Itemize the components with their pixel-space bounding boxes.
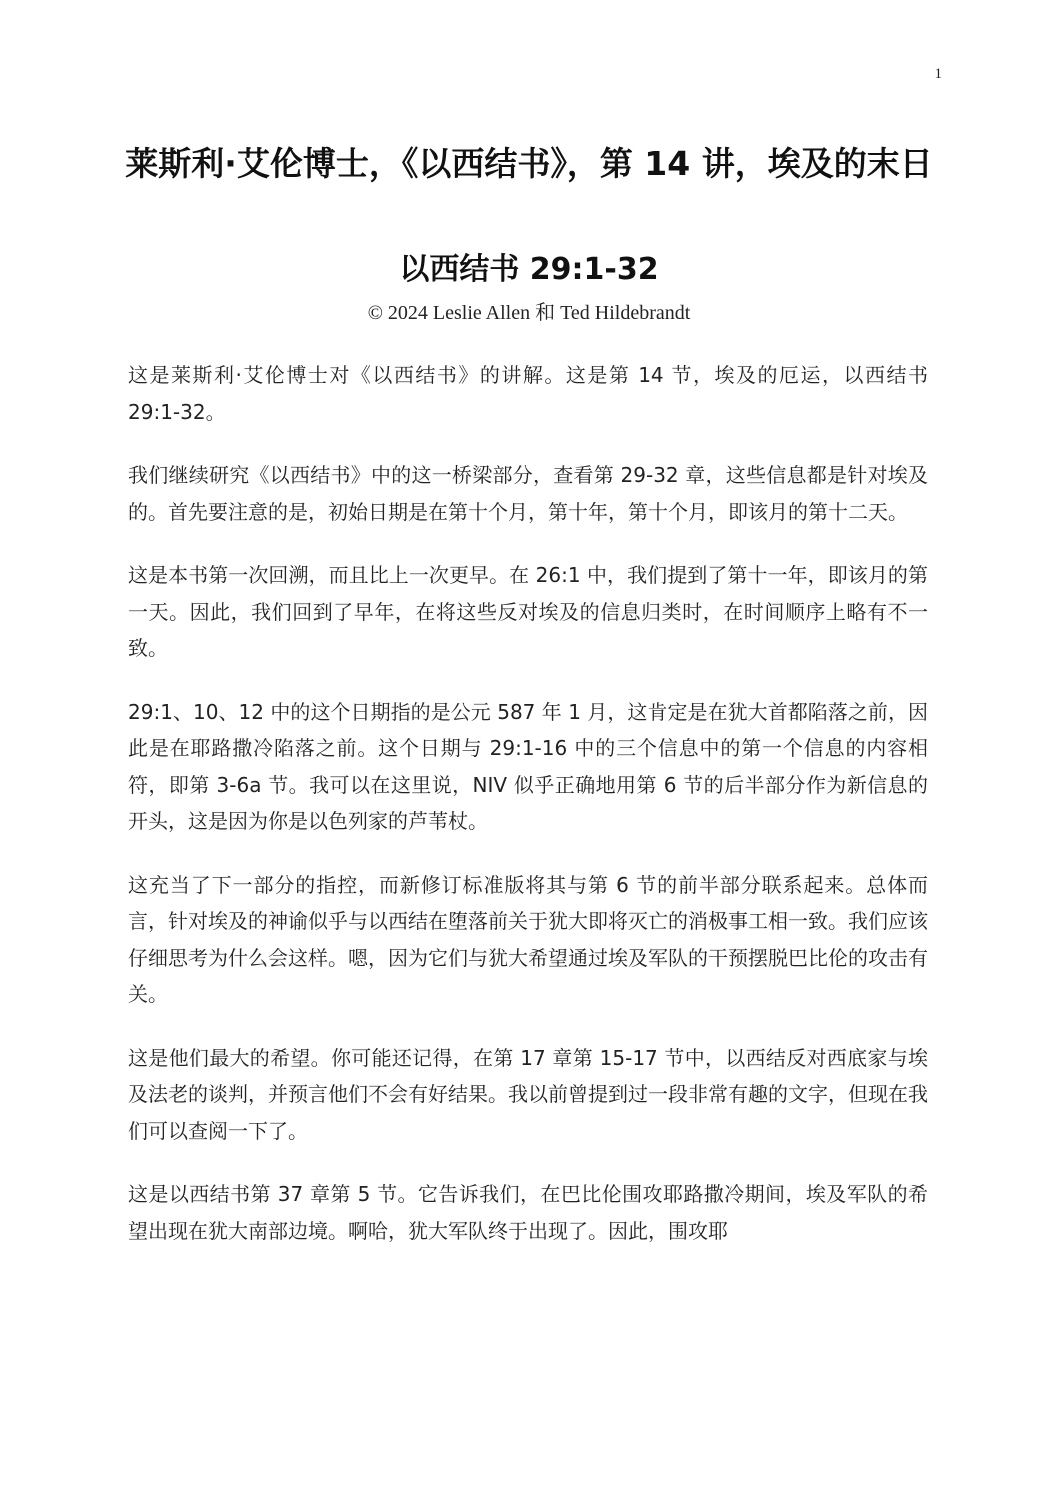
body-paragraph: 这是本书第一次回溯，而且比上一次更早。在 26:1 中，我们提到了第十一年，即该月的第一天。因此，我们回到了早年，在将这些反对埃及的信息归类时，在时间顺序上略有不一致。	[128, 563, 928, 660]
body-paragraph: 这是他们最大的希望。你可能还记得，在第 17 章第 15-17 节中，以西结反对西底家与埃及法老的谈判，并预言他们不会有好结果。我以前曾提到过一段非常有趣的文字，但现在我们可以查阅一下了。	[128, 1045, 928, 1143]
page-number: 1	[934, 66, 942, 82]
body-paragraph: 这是莱斯利·艾伦博士对《以西结书》的讲解。这是第 14 节，埃及的厄运，以西结书 29:1-32。	[128, 363, 928, 424]
document-title: 莱斯利·艾伦博士，《以西结书》，第 14 讲，埃及的末日	[125, 144, 933, 183]
document-body	[128, 357, 928, 1276]
document-subtitle: 以西结书 29:1-32	[399, 252, 659, 287]
body-paragraph: 29:1、10、12 中的这个日期指的是公元 587 年 1 月，这肯定是在犹大首都陷落之前，因此是在耶路撒冷陷落之前。这个日期与 29:1-16 中的三个信息中的第一个信息的内容相符，即第 3-6a 节。我可以在这里说，NIV 似乎正确地用第 6 节的后半部分作为新信息的开头，这是因为你是以色列家的芦苇杖。	[128, 699, 928, 833]
body-paragraph: 我们继续研究《以西结书》中的这一桥梁部分，查看第 29-32 章，这些信息都是针对埃及的。首先要注意的是，初始日期是在第十个月，第十年，第十个月，即该月的第十二天。	[128, 463, 928, 524]
copyright-line: © 2024 Leslie Allen 和 Ted Hildebrandt	[367, 302, 691, 324]
body-paragraph: 这是以西结书第 37 章第 5 节。它告诉我们，在巴比伦围攻耶路撒冷期间，埃及军队的希望出现在犹大南部边境。啊哈，犹大军队终于出现了。因此，围攻耶	[128, 1182, 928, 1243]
body-paragraph: 这充当了下一部分的指控，而新修订标准版将其与第 6 节的前半部分联系起来。总体而言，针对埃及的神谕似乎与以西结在堕落前关于犹大即将灭亡的消极事工相一致。我们应该仔细思考为什么会这样。嗯，因为它们与犹大希望通过埃及军队的干预摆脱巴比伦的攻击有关。	[128, 872, 928, 1006]
